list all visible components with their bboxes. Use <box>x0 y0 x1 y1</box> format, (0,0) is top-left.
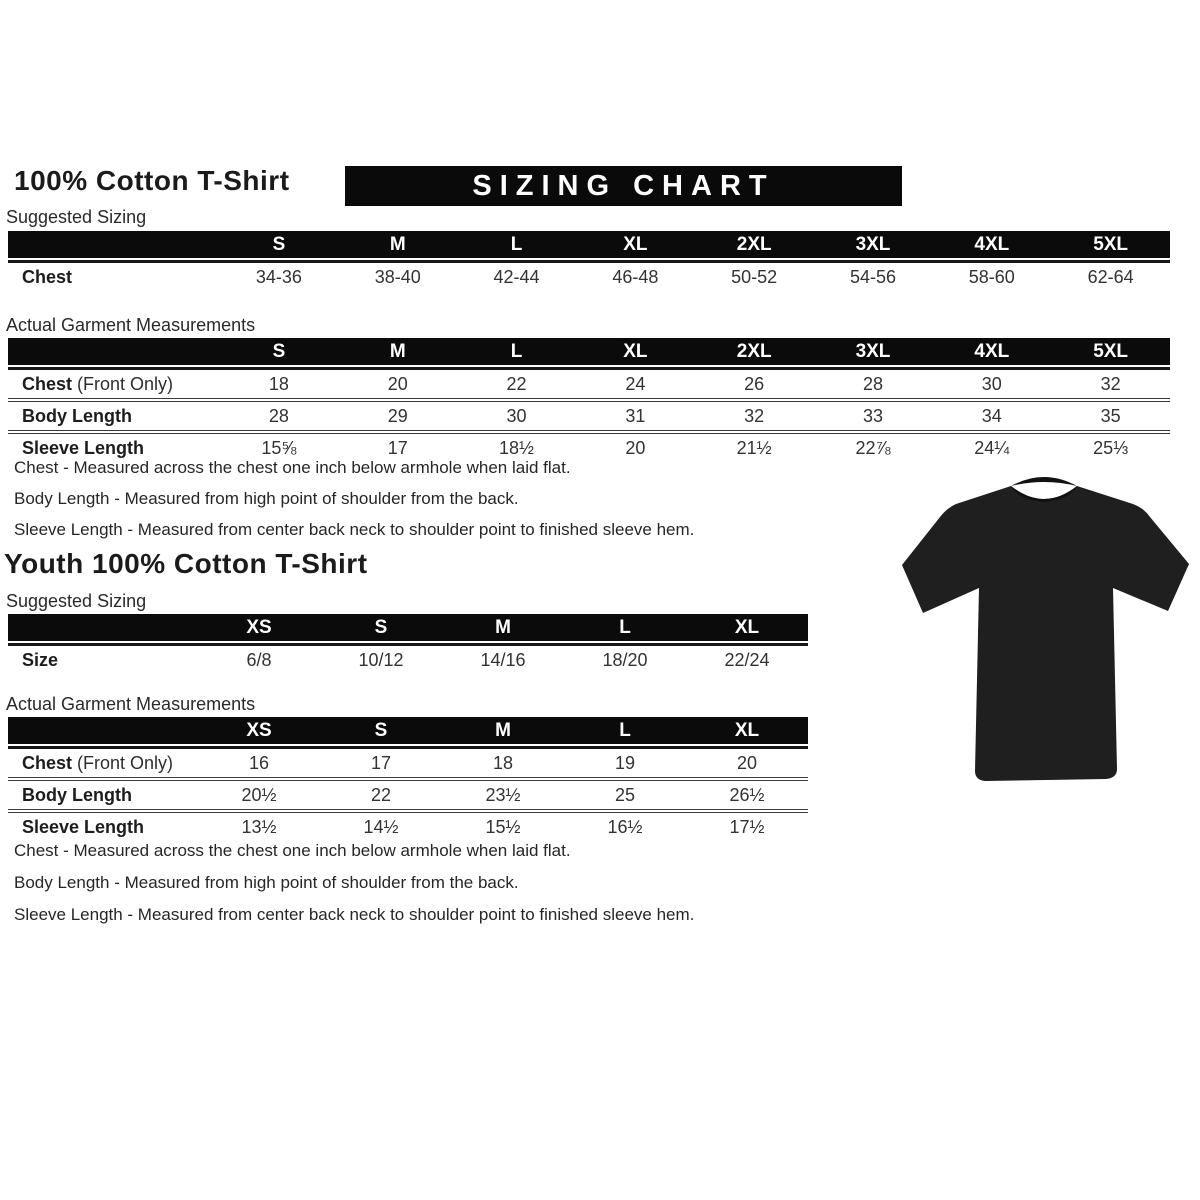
table-header-row <box>8 614 808 641</box>
row-label: Chest <box>22 266 73 287</box>
measurement-cell: 24 <box>625 373 646 394</box>
size-column-header: 5XL <box>1093 341 1129 362</box>
measurement-cell: 16 <box>248 752 270 773</box>
measurement-cell: 26½ <box>729 784 765 805</box>
size-column-header: XS <box>246 617 272 638</box>
row-label: Body Length <box>22 405 132 426</box>
youth-measurement-notes <box>14 841 694 937</box>
size-column-header: M <box>389 341 406 362</box>
measurement-cell: 26 <box>744 373 765 394</box>
measurement-cell: 22/24 <box>724 649 770 670</box>
sizing-chart-banner-text: SIZING CHART <box>472 169 775 202</box>
measurement-cell: 30 <box>506 405 527 426</box>
size-column-header: L <box>619 720 631 741</box>
row-label: Sleeve Length <box>22 437 145 458</box>
measurement-cell: 31 <box>625 405 646 426</box>
measurement-cell: 14½ <box>363 816 399 837</box>
youth-actual-measurements-table <box>8 717 808 841</box>
table-header-row <box>8 717 808 744</box>
size-column-header: XS <box>246 720 272 741</box>
size-column-header: XL <box>734 720 760 741</box>
measurement-cell: 15⅝ <box>261 437 297 458</box>
size-column-header: 3XL <box>855 234 891 255</box>
size-column-header: L <box>619 617 631 638</box>
measurement-cell: 14/16 <box>480 649 526 670</box>
table-header-row <box>8 231 1170 258</box>
measurement-cell: 54-56 <box>849 266 897 287</box>
measurement-cell: 20 <box>625 437 646 458</box>
size-column-header: M <box>389 234 406 255</box>
measurement-cell: 25 <box>614 784 636 805</box>
table-row <box>8 398 1170 430</box>
measurement-cell: 29 <box>387 405 408 426</box>
measurement-cell: 17 <box>387 437 408 458</box>
size-column-header: M <box>495 617 511 638</box>
measurement-cell: 10/12 <box>358 649 404 670</box>
youth-suggested-sizing-table <box>8 614 808 674</box>
measurement-cell: 20½ <box>241 784 277 805</box>
youth-actual-measurements-label: Actual Garment Measurements <box>6 694 256 714</box>
measurement-cell: 28 <box>862 373 884 394</box>
table-header-row <box>8 338 1170 365</box>
tshirt-back-collar <box>1011 477 1077 486</box>
measurement-cell: 18½ <box>499 437 535 458</box>
measurement-cell: 50-52 <box>731 266 778 287</box>
table-row <box>8 370 1170 398</box>
measurement-cell: 20 <box>387 373 408 394</box>
measurement-cell: 35 <box>1100 405 1121 426</box>
measurement-note: Chest - Measured across the chest one inch below armhole when laid flat. <box>14 841 571 860</box>
table-row <box>8 263 1170 291</box>
measurement-cell: 58-60 <box>968 266 1015 287</box>
size-column-header: S <box>374 617 388 638</box>
measurement-cell: 30 <box>981 373 1002 394</box>
measurement-cell: 42-44 <box>493 266 540 287</box>
adult-suggested-sizing-label: Suggested Sizing <box>6 207 147 227</box>
table-row <box>8 646 808 674</box>
adult-suggested-sizing-table <box>8 231 1170 291</box>
size-column-header: M <box>495 720 511 741</box>
youth-suggested-sizing-label: Suggested Sizing <box>6 591 147 611</box>
measurement-cell: 62-64 <box>1087 266 1134 287</box>
measurement-note: Body Length - Measured from high point of shoulder from the back. <box>14 873 519 892</box>
size-column-header: XL <box>734 617 760 638</box>
measurement-cell: 21½ <box>736 437 772 458</box>
adult-measurement-notes <box>14 458 694 551</box>
measurement-cell: 13½ <box>241 816 277 837</box>
row-label: Chest (Front Only) <box>22 752 174 773</box>
measurement-cell: 22⅞ <box>855 437 891 458</box>
size-column-header: S <box>272 234 286 255</box>
measurement-cell: 28 <box>268 405 289 426</box>
table-row <box>8 777 808 809</box>
measurement-cell: 17 <box>370 752 392 773</box>
measurement-cell: 19 <box>614 752 636 773</box>
size-column-header: L <box>510 234 523 255</box>
size-column-header: 2XL <box>736 234 772 255</box>
measurement-cell: 25⅓ <box>1093 437 1129 458</box>
row-label: Body Length <box>22 784 132 805</box>
size-column-header: XL <box>623 341 648 362</box>
size-column-header: 2XL <box>736 341 772 362</box>
size-column-header: L <box>510 341 523 362</box>
measurement-note: Body Length - Measured from high point of shoulder from the back. <box>14 489 519 508</box>
measurement-cell: 15½ <box>485 816 521 837</box>
measurement-cell: 20 <box>736 752 758 773</box>
sizing-chart-banner <box>345 166 902 206</box>
table-row <box>8 809 808 841</box>
measurement-cell: 46-48 <box>612 266 659 287</box>
measurement-cell: 18 <box>492 752 514 773</box>
measurement-cell: 33 <box>862 405 884 426</box>
size-column-header: S <box>272 341 286 362</box>
measurement-cell: 24¼ <box>974 437 1010 458</box>
adult-actual-measurements-table <box>8 338 1170 462</box>
size-column-header: XL <box>623 234 648 255</box>
measurement-cell: 18 <box>268 373 289 394</box>
tshirt-body <box>902 486 1189 781</box>
measurement-cell: 17½ <box>729 816 765 837</box>
measurement-cell: 6/8 <box>246 649 272 670</box>
measurement-cell: 38-40 <box>374 266 421 287</box>
measurement-note: Chest - Measured across the chest one inch below armhole when laid flat. <box>14 458 571 477</box>
row-label: Chest (Front Only) <box>22 373 174 394</box>
row-label: Size <box>22 649 59 670</box>
row-label: Sleeve Length <box>22 816 145 837</box>
measurement-note: Sleeve Length - Measured from center back neck to shoulder point to finished sleeve hem. <box>14 520 695 539</box>
size-column-header: 4XL <box>974 341 1010 362</box>
size-column-header: 5XL <box>1093 234 1129 255</box>
adult-section-title: 100% Cotton T-Shirt <box>14 165 290 196</box>
measurement-cell: 22 <box>370 784 392 805</box>
measurement-cell: 34-36 <box>255 266 302 287</box>
black-tshirt-photo <box>893 468 1198 808</box>
table-row <box>8 749 808 777</box>
measurement-cell: 34 <box>981 405 1002 426</box>
measurement-cell: 18/20 <box>602 649 648 670</box>
measurement-cell: 22 <box>506 373 527 394</box>
adult-actual-measurements-label: Actual Garment Measurements <box>6 315 256 335</box>
size-column-header: S <box>374 720 388 741</box>
size-column-header: 4XL <box>974 234 1010 255</box>
measurement-note: Sleeve Length - Measured from center back neck to shoulder point to finished sleeve hem. <box>14 905 695 924</box>
measurement-cell: 16½ <box>607 816 643 837</box>
measurement-cell: 32 <box>744 405 765 426</box>
measurement-cell: 23½ <box>485 784 521 805</box>
size-column-header: 3XL <box>855 341 891 362</box>
measurement-cell: 32 <box>1100 373 1121 394</box>
youth-section-title: Youth 100% Cotton T-Shirt <box>4 548 368 579</box>
